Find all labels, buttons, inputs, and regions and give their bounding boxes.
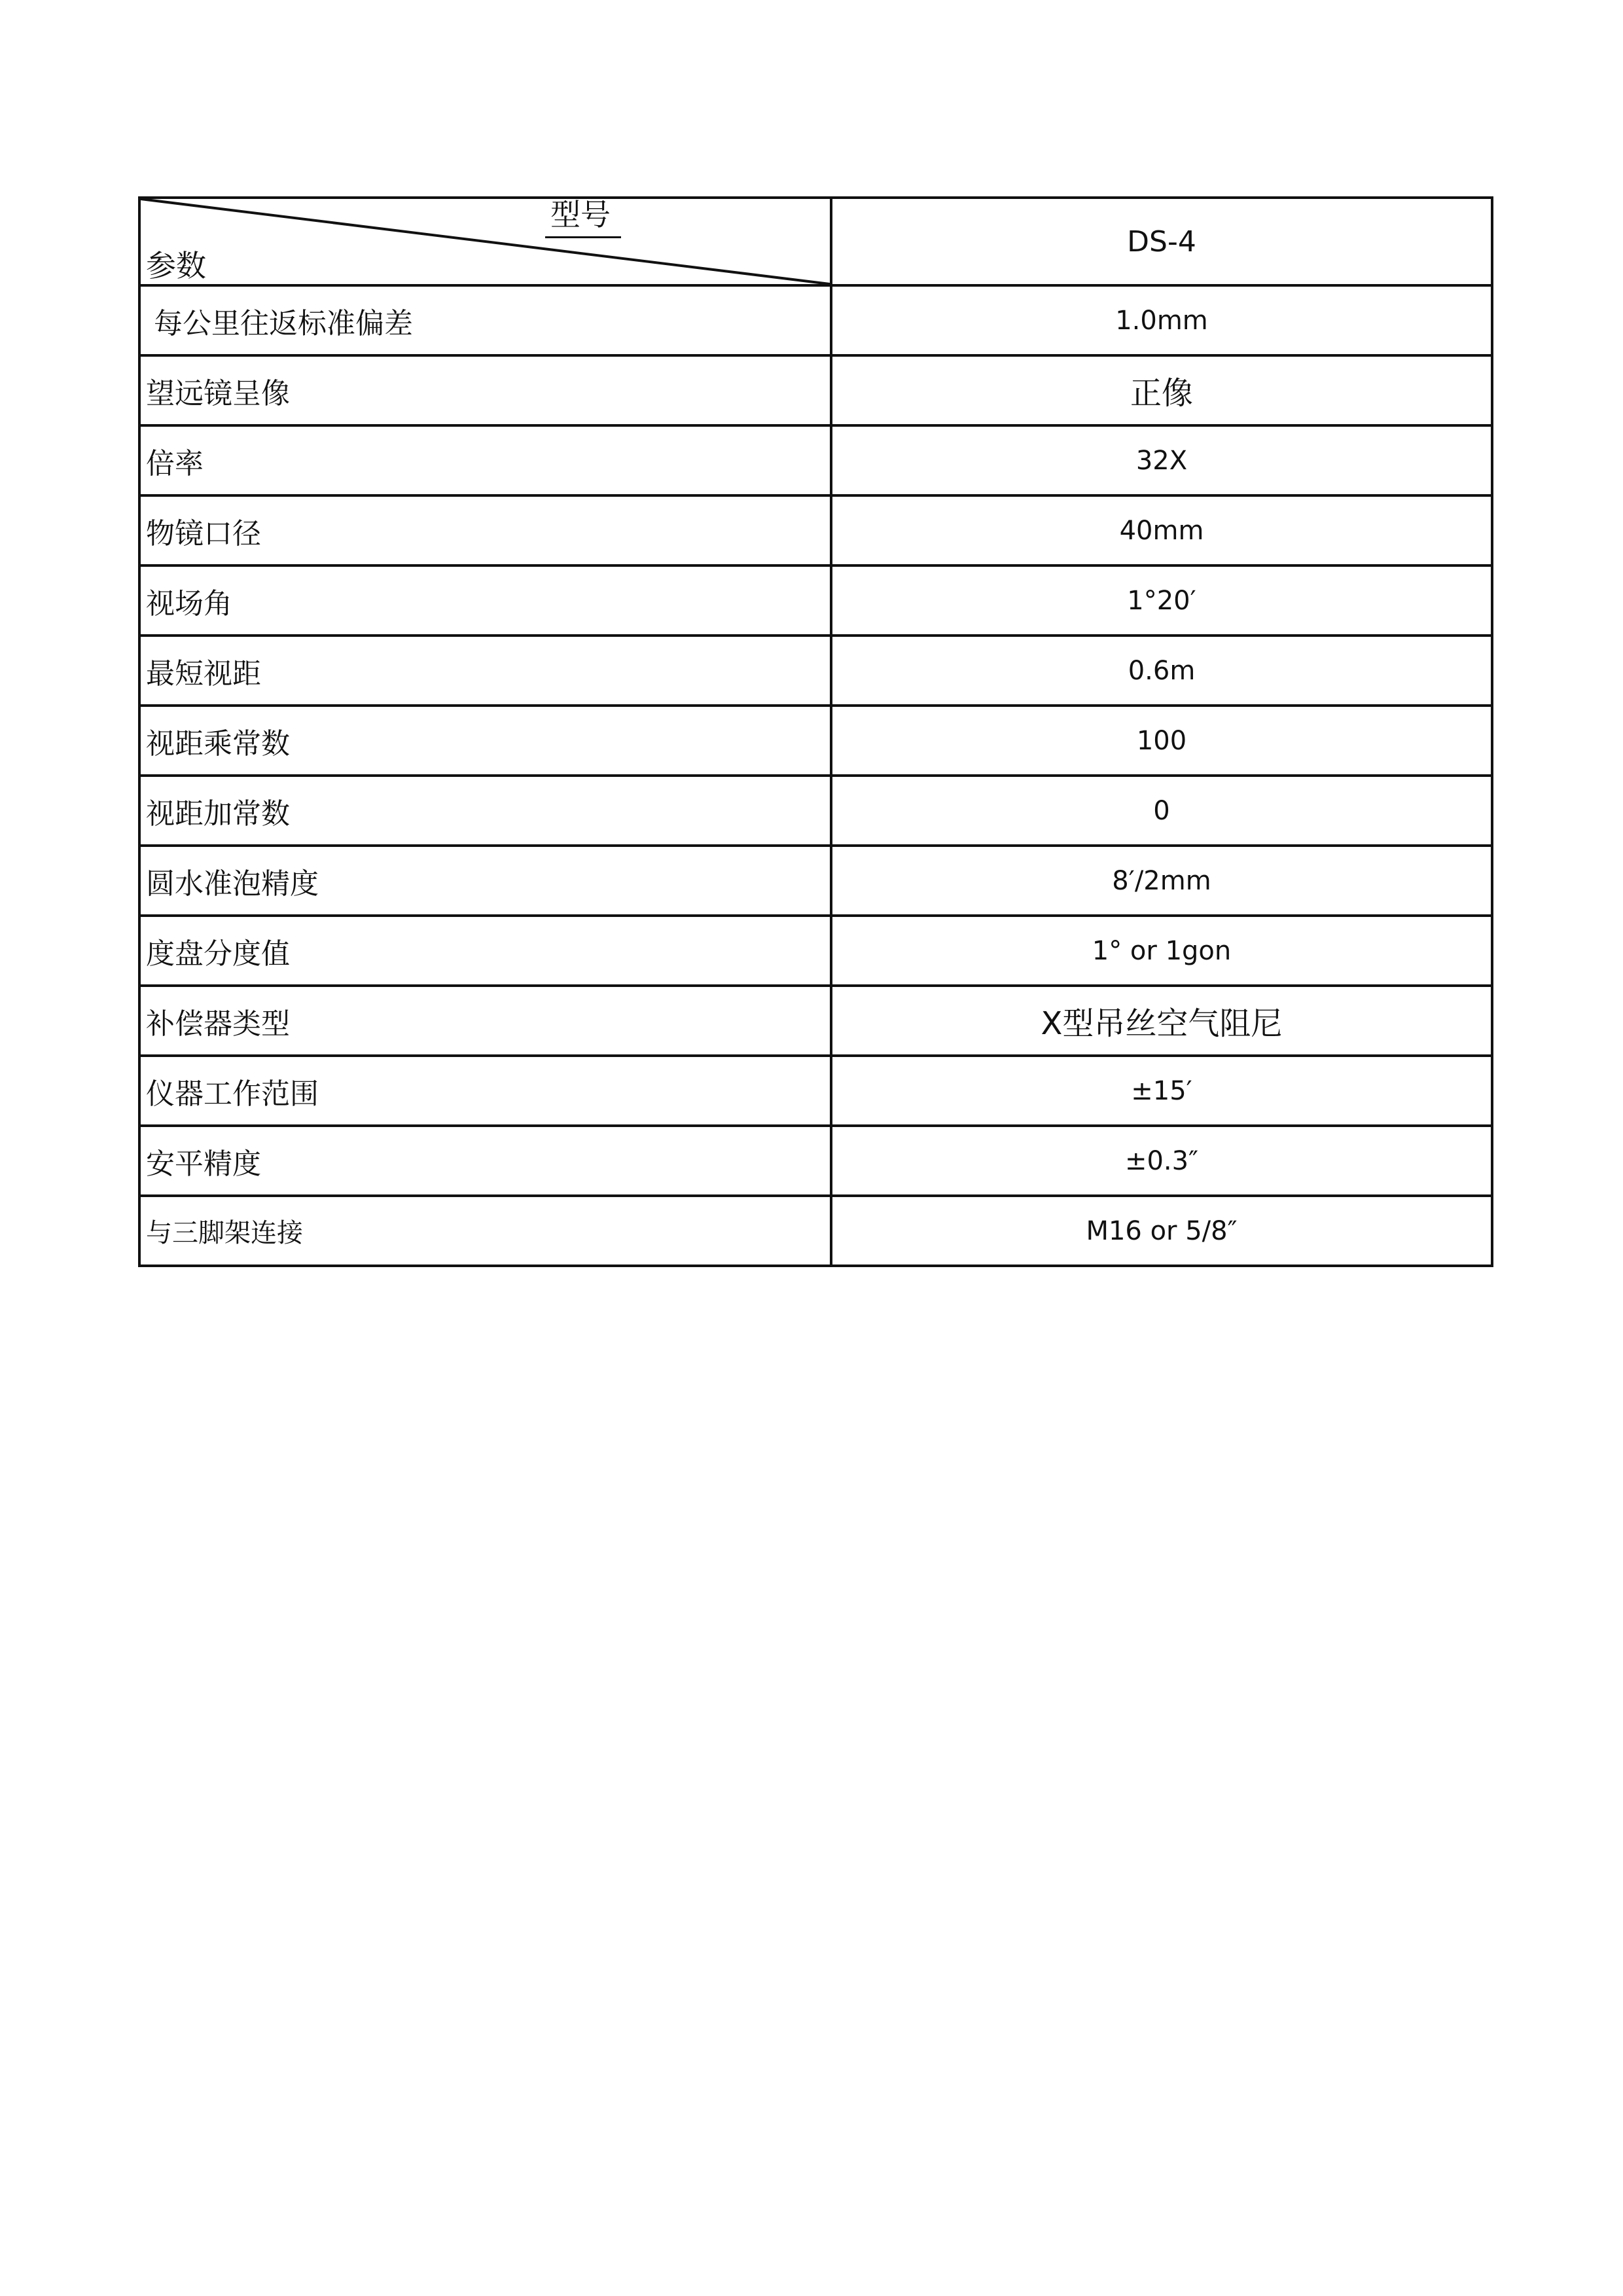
table-row [139,565,1492,636]
param-cell: 视距加常数 [139,776,831,846]
table-row [139,776,1492,846]
table-row [139,706,1492,776]
table-row [139,1056,1492,1126]
table-row [139,425,1492,495]
value-cell: 32X [831,425,1492,495]
diagonal-divider [141,199,830,284]
table-row [139,636,1492,706]
param-cell: 视场角 [139,565,831,636]
value-cell: 1° or 1gon [831,916,1492,986]
param-cell: 与三脚架连接 [139,1196,831,1266]
param-cell: 视距乘常数 [139,706,831,776]
param-cell: 最短视距 [139,636,831,706]
table-row [139,355,1492,425]
model-cell: DS-4 [831,198,1492,285]
param-label: 每公里往返标准偏差 [154,306,413,340]
param-cell: 仪器工作范围 [139,1056,831,1126]
param-cell: 安平精度 [139,1126,831,1196]
param-cell: 圆水准泡精度 [139,846,831,916]
value-cell: 40mm [831,495,1492,565]
table-row [139,846,1492,916]
param-cell: 望远镜呈像 [139,355,831,425]
table-row [139,1126,1492,1196]
spec-table [138,196,1493,1267]
value-cell: 0 [831,776,1492,846]
param-cell [139,285,831,355]
value-cell: 正像 [831,355,1492,425]
value-cell: 100 [831,706,1492,776]
table-row [139,495,1492,565]
value-cell: ±0.3″ [831,1126,1492,1196]
param-cell: 物镜口径 [139,495,831,565]
value-cell: 0.6m [831,636,1492,706]
table-row [139,285,1492,355]
param-cell: 倍率 [139,425,831,495]
value-cell: M16 or 5/8″ [831,1196,1492,1266]
header-model-label: 型号 [550,198,611,232]
header-row [139,198,1492,285]
table-row [139,986,1492,1056]
value-cell: ±15′ [831,1056,1492,1126]
param-cell: 补偿器类型 [139,986,831,1056]
diagonal-header-cell [139,198,831,285]
value-cell: 1.0mm [831,285,1492,355]
header-param-label: 参数 [146,248,206,283]
table-row [139,1196,1492,1266]
table-row [139,916,1492,986]
value-cell: 8′/2mm [831,846,1492,916]
param-cell: 度盘分度值 [139,916,831,986]
value-cell: X型吊丝空气阻尼 [831,986,1492,1056]
value-cell: 1°20′ [831,565,1492,636]
